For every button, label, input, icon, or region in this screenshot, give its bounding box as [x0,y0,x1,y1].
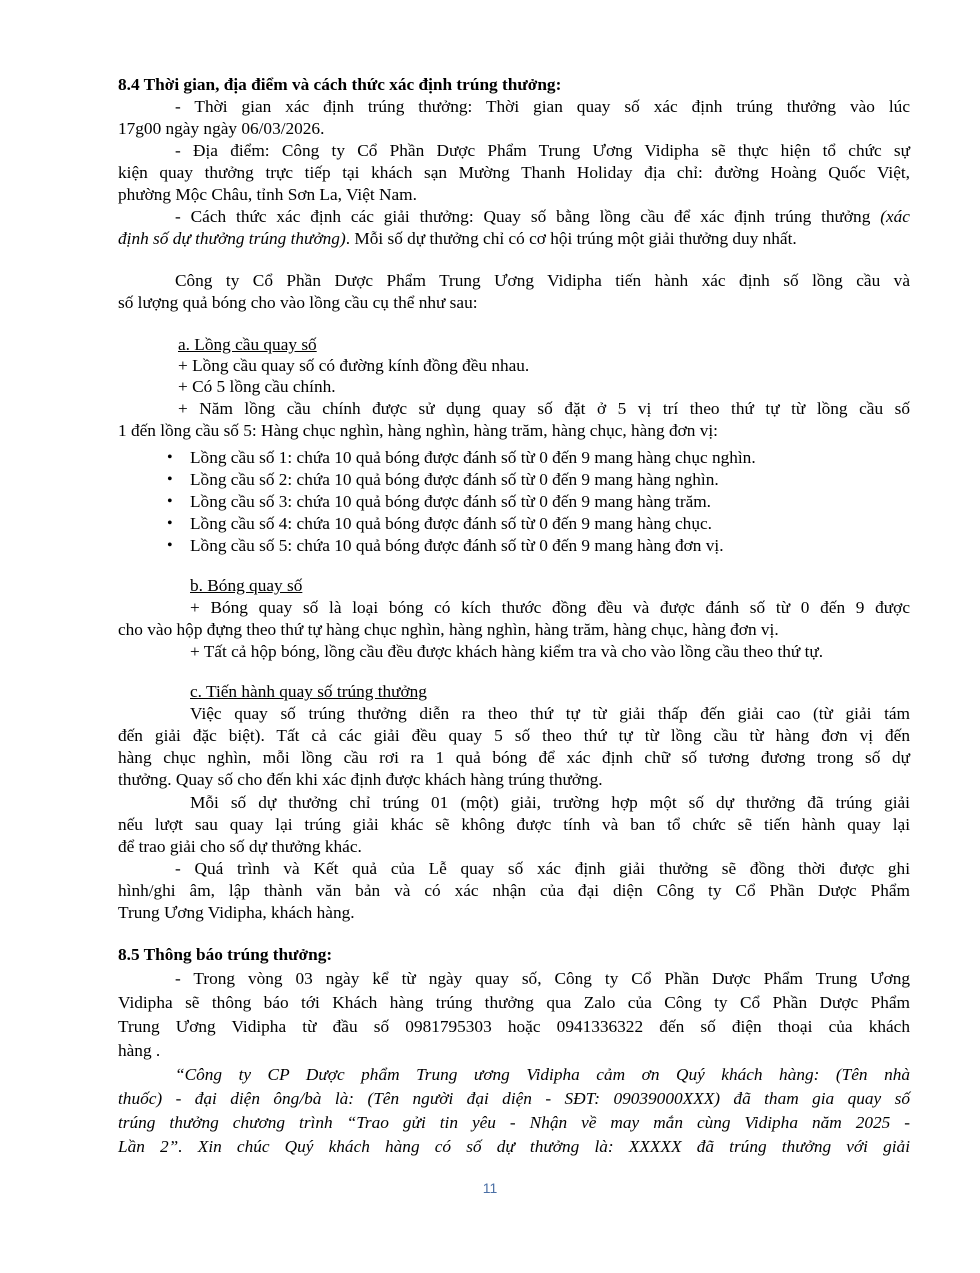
method-line-2-text: . Mỗi số dự thưởng chỉ có cơ hội trúng một giải thưởng duy nhất. [345,229,797,248]
b-item-2: + Tất cả hộp bóng, lồng cầu đều được khách hàng kiểm tra và cho vào lồng cầu theo thứ tự. [190,642,824,661]
quote-line-2: thuốc) - đại diện ông/bà là: (Tên người đại diện - SĐT: 09039000XXX) đã tham gia quay số [118,1089,910,1108]
notice-line-2: Vidipha sẽ thông báo tới Khách hàng trúng thưởng qua Zalo của Công ty Cổ Phần Dược Phẩm [118,993,910,1012]
quote-line-4: Lần 2”. Xin chúc Quý khách hàng có số dự thưởng là: XXXXX đã trúng thưởng với giải [118,1137,910,1156]
bullet-item: • Lồng cầu số 1: chứa 10 quả bóng được đánh số từ 0 đến 9 mang hàng chục nghìn. [190,447,910,469]
c-para-1-line-2: đến giải đặc biệt). Tất cả các giải đều quay 5 số theo thứ tự từ lồng cầu từ hàng đơn vị đến [118,726,910,745]
subsection-c-title: c. Tiến hành quay số trúng thưởng [190,682,427,701]
section-8-5-heading: 8.5 Thông báo trúng thưởng: [118,945,333,964]
a-item-3-line-2: 1 đến lồng cầu số 5: Hàng chục nghìn, hàng nghìn, hàng trăm, hàng chục, hàng đơn vị: [118,421,718,440]
intro-line-1: Công ty Cổ Phần Dược Phẩm Trung Ương Vidipha tiến hành xác định số lồng cầu và [175,271,910,290]
method-line-2 [118,228,910,250]
method-line-2-italic: định số dự thưởng trúng thưởng) [118,229,346,248]
subsection-a-title: a. Lồng cầu quay số [178,335,317,354]
c-para-3-line-2: hình/ghi âm, lập thành văn bản và có xác nhận của đại diện Công ty Cổ Phần Dược Phẩm [118,881,910,900]
place-line-1: - Địa điểm: Công ty Cổ Phần Dược Phẩm Trung Ương Vidipha sẽ thực hiện tổ chức sự [175,141,910,160]
c-para-1-line-4: thưởng. Quay số cho đến khi xác định được khách hàng trúng thưởng. [118,770,603,789]
c-para-2-line-1: Mỗi số dự thưởng chỉ trúng 01 (một) giải, trường hợp một số dự thưởng đã trúng giải [190,793,910,812]
bullet-item: • Lồng cầu số 3: chứa 10 quả bóng được đánh số từ 0 đến 9 mang hàng trăm. [190,491,910,513]
time-line-1: - Thời gian xác định trúng thưởng: Thời gian quay số xác định trúng thưởng vào lúc [175,97,910,116]
notice-line-4: hàng . [118,1041,161,1060]
method-line-1-text: - Cách thức xác định các giải thưởng: Quay số bằng lồng cầu để xác định trúng thưởng [175,207,871,226]
time-line-2: 17g00 ngày ngày 06/03/2026. [118,119,325,138]
c-para-3-line-1: - Quá trình và Kết quả của Lễ quay số xác định giải thưởng sẽ đồng thời được ghi [175,859,910,878]
bullet-item: • Lồng cầu số 2: chứa 10 quả bóng được đánh số từ 0 đến 9 mang hàng nghìn. [190,469,910,491]
notice-line-3: Trung Ương Vidipha từ đầu số 0981795303 hoặc 0941336322 đến số điện thoại của khách [118,1017,910,1036]
c-para-3-line-3: Trung Ương Vidipha, khách hàng. [118,903,355,922]
notice-line-1: - Trong vòng 03 ngày kể từ ngày quay số, Công ty Cổ Phần Dược Phẩm Trung Ương [175,969,910,988]
a-item-1: + Lồng cầu quay số có đường kính đồng đều nhau. [178,356,530,375]
subsection-b-title: b. Bóng quay số [190,576,303,595]
c-para-1-line-1: Việc quay số trúng thưởng diễn ra theo thứ tự từ giải thấp đến giải cao (từ giải tám [190,704,910,723]
quote-line-3: trúng thưởng chương trình “Trao gửi tin yêu - Nhận về may mắn cùng Vidipha năm 2025 - [118,1113,910,1132]
a-item-3-line-1: + Năm lồng cầu chính được sử dụng quay số đặt ở 5 vị trí theo thứ tự từ lồng cầu số [178,399,910,418]
c-para-2-line-3: để trao giải cho số dự thưởng khác. [118,837,362,856]
quote-line-1: “Công ty CP Dược phẩm Trung ương Vidipha cảm ơn Quý khách hàng: (Tên nhà [175,1065,910,1084]
place-line-3: phường Mộc Châu, tỉnh Sơn La, Việt Nam. [118,185,417,204]
method-line-1 [175,206,910,228]
intro-line-2: số lượng quả bóng cho vào lồng cầu cụ thể như sau: [118,293,478,312]
section-8-4-heading: 8.4 Thời gian, địa điểm và cách thức xác định trúng thưởng: [118,75,562,94]
b-item-1-line-1: + Bóng quay số là loại bóng có kích thước đồng đều và được đánh số từ 0 đến 9 được [190,598,910,617]
method-line-1-italic: (xác [880,207,910,226]
bullet-item: • Lồng cầu số 5: chứa 10 quả bóng được đánh số từ 0 đến 9 mang hàng đơn vị. [190,535,910,557]
a-item-2: + Có 5 lồng cầu chính. [178,377,336,396]
page-number: 11 [482,1180,498,1196]
place-line-2: kiện quay thưởng trực tiếp tại khách sạn Mường Thanh Holiday địa chỉ: đường Hoàng Quốc Việt, [118,163,910,182]
c-para-1-line-3: hàng chục nghìn, mỗi lồng cầu rơi ra 1 quả bóng để xác định chữ số tương đương trong số dự [118,748,910,767]
bullet-item: • Lồng cầu số 4: chứa 10 quả bóng được đánh số từ 0 đến 9 mang hàng chục. [190,513,910,535]
b-item-1-line-2: cho vào hộp đựng theo thứ tự hàng chục nghìn, hàng nghìn, hàng trăm, hàng chục, hàng đơn vị. [118,620,779,639]
c-para-2-line-2: nếu lượt sau quay lại trúng giải khác sẽ không được tính và ban tổ chức sẽ tiến hành quay lại [118,815,910,834]
